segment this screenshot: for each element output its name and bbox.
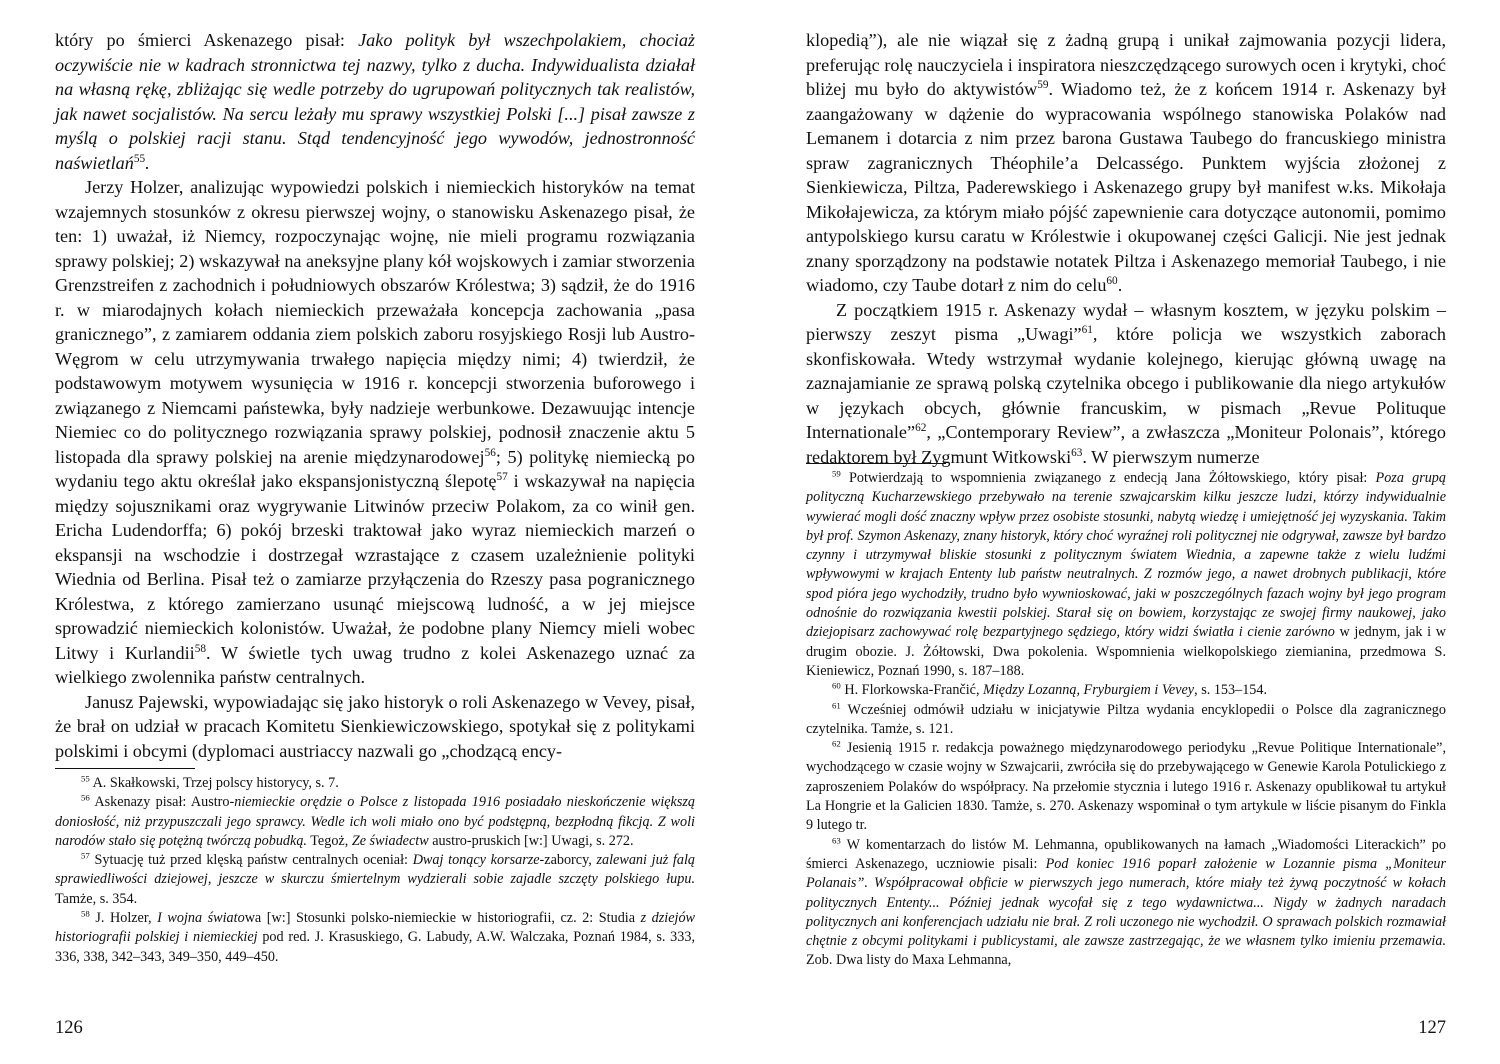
right-page [806,0,1446,1064]
footnote: $^{56}$ Askenazy pisał: Austro-niemieckie orędzie o Polsce z listopada 1916 posiadało nieskończenie większą doniosłość, niż przypuszczali jego sprawcy. Wedle ich woli miało ono być podstępną, bezpłodną fikcją. Z woli narodów stało się potężną twórczą pobudką. Tegoż, Ze świadectw austro-pruskich [w:] Uwagi, s. 272. [55,792,695,849]
footnote-ref[interactable]: 62 [915,421,927,434]
footnote: $^{57}$ Sytuację tuż przed klęską państw centralnych oceniał: Dwaj tonący korsarze-zaborcy, zalewani już falą sprawiedliwości dziejowej, jeszcze w skurczu śmiertelnym wydzierali sobie zajadle szczęty polskiego łupu. Tamże, s. 354. [55,850,695,907]
footnote-ref[interactable]: 55 [133,152,146,165]
footnote-ref[interactable]: 60 [1106,274,1118,287]
left-page-body [55,28,695,763]
paragraph: Jerzy Holzer, analizując wypowiedzi polskich i niemieckich historyków na temat wzajemnych stosunków z okresu pierwszej wojny, o stanowisku Askenazego pisał, że ten: 1) uważał, iż Niemcy, rozpoczynając wojnę, nie mieli programu rozwiązania sprawy polskiej; 2) wskazywał na aneksyjne plany kół wojskowych i zamiar stworzenia Grenzstreifen z zachodnich i południowych obszarów Królestwa; 3) sądził, że do 1916 r. w miarodajnych kołach niemieckich przeważała koncepcja zachowania „pasa granicznego”, z zamiarem oddania ziem polskich zaboru rosyjskiego Rosji lub Austro-Węgrom w celu utrzymywania trwałego napięcia między nimi; 4) twierdził, że podstawowym motywem wysunięcia w 1916 r. koncepcji stworzenia buforowego i związanego z Niemcami państewka, były nadzieje werbunkowe. Dezawuując intencje Niemiec co do politycznego rozwiązania sprawy polskiej, podnosił znaczenie aktu 5 listopada dla sprawy polskiej na arenie międzynarodowej$^{56}$; 5) politykę niemiecką po wydaniu tego aktu określał jako ekspansjonistyczną ślepotę$^{57}$ i wskazywał na napięcia między sojusznikami oraz wygrywanie Litwinów przeciw Polakom, za co winił gen. Ericha Ludendorffa; 6) pokój brzeski traktował jako wyraz niemieckich marzeń o ekspansji na wschodzie i dostrzegał wzrastające z czasem uzależnienie polityki Wiednia od Berlina. Pisał też o zamiarze przyłączenia do Rzeszy pasa pogranicznego Królestwa, z którego zamierzano usunąć miejscową ludność, a w jej miejsce sprowadzić niemieckich kolonistów. Uważał, że podobne plany Niemcy mieli wobec Litwy i Kurlandii$^{58}$. W świetle tych uwag trudno z kolei Askenazego uznać za wielkiego zwolennika państw centralnych. [55,177,696,687]
footnote: $^{58}$ J. Holzer, I wojna światowa [w:] Stosunki polsko-niemieckie w historiografii, cz. 2: Studia z dziejów historiografii polskiej i niemieckiej pod red. J. Krasuskiego, G. Labudy, A.W. Walczaka, Poznań 1984, s. 333, 336, 338, 342–343, 349–350, 449–450. [55,908,696,965]
footnote: $^{63}$ W komentarzach do listów M. Lehmanna, opublikowanych na łamach „Wiadomości Literackich” po śmierci Askenazego, uczniowie pisali: Pod koniec 1916 poparł założenie w Lozannie pisma „Moniteur Polanais”. Współpracował obficie w pierwszych jego numerach, które miały też żywą poczytność w kołach politycznych Ententy... Później jednak wycofał się z tego wydawnictwa... Nigdy w żadnych naradach politycznych ani konferencjach udziału nie brał. Z roli uczonego nie wychodził. O sprawach polskich rozmawiał chętnie z obcymi politykami i publicystami, ale zawsze zastrzegając, że we własnem tylko imieniu przemawia. Zob. Dwa listy do Maxa Lehmanna, [806,834,1447,969]
paragraph: Z początkiem 1915 r. Askenazy wydał – własnym kosztem, w języku polskim – pierwszy zeszyt pisma „Uwagi”$^{61}$, które policja we wszystkich zaborach skonfiskowała. Wtedy wstrzymał wydanie kolejnego, kierując główną uwagę na zaznajamianie ze sprawą polską czytelnika obcego i publikowanie dla niego artykułów w językach obcych, głównie francuskim, w pismach „Revue Polituque Internationale”$^{62}$, „Contemporary Review”, a zwłaszcza „Moniteur Polonais”, którego redaktorem był Zygmunt Witkowski$^{63}$. W pierwszym numerze [806,299,1446,467]
page-number: 127 [1418,1018,1446,1038]
paragraph: klopedią”), ale nie wiązał się z żadną grupą i unikał zajmowania pozycji lidera, preferując rolę nauczyciela i inspiratora nieszczędzącego surowych ocen i krytyki, choć bliżej mu było do aktywistów$^{59}$. Wiadomo też, że z końcem 1914 r. Askenazy był zaangażowany w dążenie do wypracowania wspólnego stanowiska Polaków nad Lemanem i dotarcia z nim przez barona Gustawa Taubego do francuskiego ministra spraw zagranicznych Théophile’a Delcasségo. Punktem wyjścia złożonej z Sienkiewicza, Piltza, Paderewskiego i Askenazego grupy był manifest w.ks. Mikołaja Mikołajewicza, za którym miało pójść zapewnienie cara dotyczące autonomii, pomimo antypolskiego kursu caratu w Królestwie i okupowanej części Galicji. Nie jest jednak znany sporządzony na podstawie notatek Piltza i Askenazego memoriał Taubego, i nie wiadomo, czy Taube dotarł z nim do celu$^{60}$. [806,30,1446,295]
footnote-ref[interactable]: 56 [484,446,496,459]
footnote-divider [806,463,946,464]
footnote-ref[interactable]: 59 [1037,78,1049,91]
right-footnotes [806,463,1446,971]
footnote-ref[interactable]: 57 [496,470,508,483]
page-number: 126 [55,1018,83,1038]
left-page [55,0,695,1064]
footnote: $^{62}$ Jesienią 1915 r. redakcja poważnego międzynarodowego periodyku „Revue Politique Internationale”, wychodzącego w czasie wojny w Szwajcarii, zwróciła się do przebywającego w Genewie Karola Potulickiego z zaproszeniem Polaków do współpracy. Na przełomie stycznia i lutego 1916 r. Askenazy opublikował tu artykuł La Hongrie et la Galicien 1830. Tamże, s. 270. Askenazy wspominał o tym artykule w liście pisanym do Finkla 9 lutego tr. [806,738,1447,834]
right-page-body [806,28,1446,469]
footnote: $^{55}$ A. Skałkowski, Trzej polscy historycy, s. 7. [81,773,339,791]
paragraph: Janusz Pajewski, wypowiadając się jako historyk o roli Askenazego w Vevey, pisał, że brał on udział w pracach Komitetu Sienkiewiczowskiego, spotykał się z politykami polskimi i obcymi (dyplomaci austriaccy nazwali go „chodzącą ency- [55,691,695,761]
paragraph: który po śmierci Askenazego pisał: Jako polityk był wszechpolakiem, chociaż oczywiście nie w kadrach stronnictwa tej nazwy, tylko z ducha. Indywidualista działał na własną rękę, zbliżając się wedle potrzeby do ugrupowań politycznych tak realistów, jak nawet socjalistów. Na sercu leżały mu sprawy wszystkiej Polski [...] pisał zawsze z myślą o polskiej racji stanu. Stąd tendencyjność jego wywodów, jednostronność naświetlań$^{55}$. [55,30,695,173]
footnote-ref[interactable]: 61 [1081,323,1093,336]
footnote-divider [55,768,195,769]
footnote-ref[interactable]: 63 [1071,446,1083,459]
footnote: $^{61}$ Wcześniej odmówił udziału w inicjatywie Piltza wydania encyklopedii o Polsce dla zagranicznego czytelnika. Tamże, s. 121. [806,699,1446,737]
footnote: $^{60}$ H. Florkowska-Frančić, Między Lozanną, Fryburgiem i Vevey, s. 153–154. [832,680,1268,699]
left-footnotes [55,768,695,967]
footnote: $^{59}$ Potwierdzają to wspomnienia związanego z endecją Jana Żółtowskiego, który pisał: Poza grupą polityczną Kucharzewskiego przebywało na terenie szwajcarskim kilku jeszcze ludzi, którzy indywidualnie wywierać mogli dość znaczny wpływ przez osobiste stosunki, nabytą wiedzę i umiejętność jej wyzyskania. Takim był prof. Szymon Askenazy, znany historyk, który choć wyraźnej roli politycznej nie odgrywał, zawsze był bardzo czynny i utrzymywał bliskie stosunki z politycznym światem Wiednia, a zapewne także z wielu ludźmi wpływowymi w krajach Ententy lub państw neutralnych. Z rozmów jego, a nawet drobnych publikacji, które spod pióra jego wychodziły, trudno było wywnioskować, jaki w poszczególnych fazach wojny był jego program odnośnie do rozwiązania kwestii polskiej. Starał się on bowiem, korzystając ze swojej firmy naukowej, jako dziejopisarz zachowywać rolę bezpartyjnego sędziego, który widzi światła i cienie zarówno w jednym, jak i w drugim obozie. J. Żółtowski, Dwa pokolenia. Wspomnienia wielkopolskiego ziemianina, przedmowa S. Kieniewicz, Poznań 1990, s. 187–188. [806,468,1446,679]
footnote-ref[interactable]: 58 [194,642,206,655]
